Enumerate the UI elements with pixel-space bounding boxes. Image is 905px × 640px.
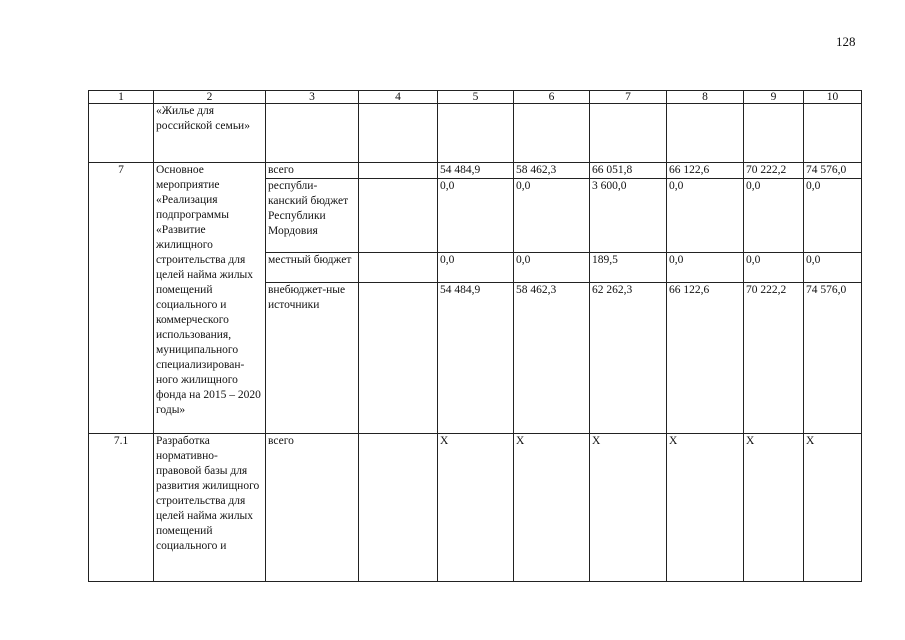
column-header: 9 [744, 91, 804, 104]
value-cell [804, 104, 862, 163]
value-cell [438, 104, 514, 163]
row-name-cell: Разработка нормативно-правовой базы для развития жилищного строительства для целей найма жилых помещений социального и [154, 434, 266, 582]
table-row [89, 434, 862, 582]
value-cell: 0,0 [514, 253, 590, 283]
value-cell [744, 104, 804, 163]
value-cell: 0,0 [804, 179, 862, 253]
source-cell: всего [266, 434, 359, 582]
program-table [88, 90, 862, 582]
column-header: 6 [514, 91, 590, 104]
value-cell: 62 262,3 [590, 283, 667, 434]
column-header: 7 [590, 91, 667, 104]
value-cell: 3 600,0 [590, 179, 667, 253]
value-cell: 70 222,2 [744, 283, 804, 434]
value-cell: 0,0 [744, 253, 804, 283]
value-cell: 74 576,0 [804, 283, 862, 434]
source-cell: республи-канский бюджет Республики Мордовия [266, 179, 359, 253]
source-cell [266, 104, 359, 163]
value-cell: Х [590, 434, 667, 582]
value-cell: Х [438, 434, 514, 582]
value-cell: 66 051,8 [590, 163, 667, 179]
source-cell: местный бюджет [266, 253, 359, 283]
value-cell: 0,0 [667, 253, 744, 283]
header-row [89, 91, 862, 104]
value-cell: Х [804, 434, 862, 582]
source-cell: внебюджет-ные источники [266, 283, 359, 434]
empty-cell [359, 253, 438, 283]
row-name-cell: Основное мероприятие «Реализация подпрограммы «Развитие жилищного строительства для целей найма жилых помещений социального и коммерческого использования, муниципального специализирован-ного жилищного фонда на 2015 – 2020 годы» [154, 163, 266, 434]
value-cell: Х [514, 434, 590, 582]
empty-cell [359, 163, 438, 179]
value-cell: 0,0 [438, 179, 514, 253]
value-cell: 58 462,3 [514, 283, 590, 434]
row-name-cell: «Жилье для российской семьи» [154, 104, 266, 163]
value-cell: 70 222,2 [744, 163, 804, 179]
row-number-cell: 7 [89, 163, 154, 434]
value-cell: Х [667, 434, 744, 582]
value-cell: 0,0 [804, 253, 862, 283]
value-cell: 54 484,9 [438, 283, 514, 434]
column-header: 2 [154, 91, 266, 104]
column-header: 8 [667, 91, 744, 104]
value-cell: 66 122,6 [667, 163, 744, 179]
table-row [89, 104, 862, 163]
value-cell: 0,0 [438, 253, 514, 283]
value-cell: 189,5 [590, 253, 667, 283]
column-header: 5 [438, 91, 514, 104]
row-number-cell [89, 104, 154, 163]
column-header: 3 [266, 91, 359, 104]
value-cell: 0,0 [514, 179, 590, 253]
value-cell: 54 484,9 [438, 163, 514, 179]
page-number: 128 [836, 34, 856, 49]
value-cell [514, 104, 590, 163]
value-cell: 66 122,6 [667, 283, 744, 434]
value-cell: 0,0 [744, 179, 804, 253]
value-cell: 58 462,3 [514, 163, 590, 179]
empty-cell [359, 104, 438, 163]
table-row [89, 163, 862, 179]
source-cell: всего [266, 163, 359, 179]
row-number-cell: 7.1 [89, 434, 154, 582]
value-cell: Х [744, 434, 804, 582]
column-header: 1 [89, 91, 154, 104]
value-cell: 0,0 [667, 179, 744, 253]
empty-cell [359, 283, 438, 434]
value-cell [667, 104, 744, 163]
column-header: 4 [359, 91, 438, 104]
empty-cell [359, 434, 438, 582]
empty-cell [359, 179, 438, 253]
column-header: 10 [804, 91, 862, 104]
value-cell: 74 576,0 [804, 163, 862, 179]
value-cell [590, 104, 667, 163]
